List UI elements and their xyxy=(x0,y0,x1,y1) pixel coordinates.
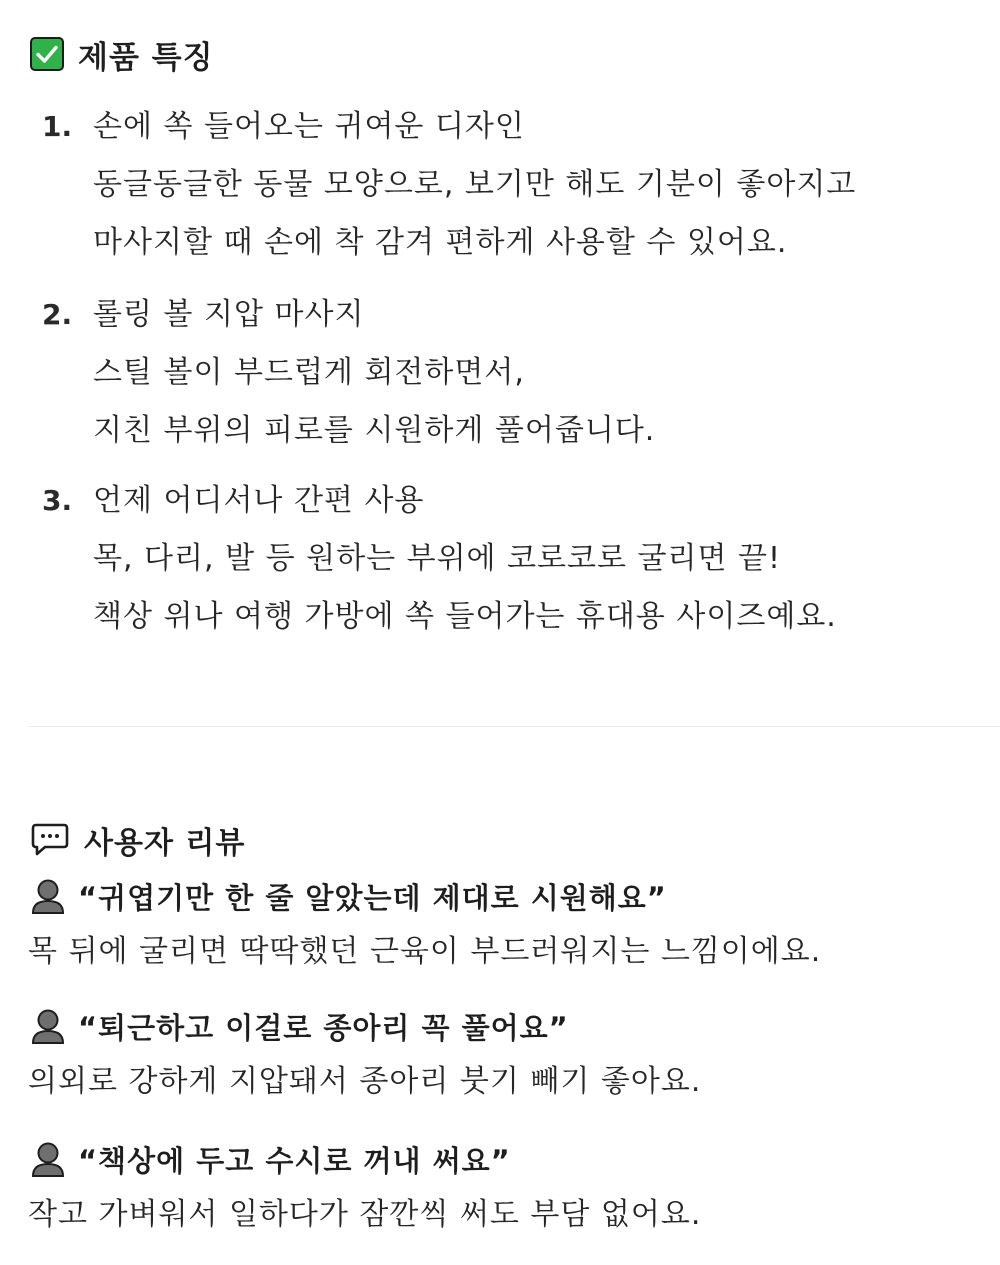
review-body: 작고 가벼워서 일하다가 잠깐씩 써도 부담 없어요. xyxy=(28,1197,702,1232)
review-body: 목 뒤에 굴리면 딱딱했던 근육이 부드러워지는 느낌이에요. xyxy=(28,934,822,969)
feature-description-line: 지친 부위의 피로를 시원하게 풀어줍니다. xyxy=(93,413,656,448)
feature-description-line: 마사지할 때 손에 착 감겨 편하게 사용할 수 있어요. xyxy=(93,225,788,260)
speech-bubble-icon xyxy=(30,822,70,858)
feature-description-line: 책상 위나 여행 가방에 쏙 들어가는 휴대용 사이즈예요. xyxy=(93,599,837,634)
features-header xyxy=(30,32,214,76)
feature-title: 언제 어디서나 간편 사용 xyxy=(93,483,425,518)
feature-title: 손에 쏙 들어오는 귀여운 디자인 xyxy=(93,109,525,144)
section-divider xyxy=(28,726,1000,727)
review-quote: “책상에 두고 수시로 꺼내 써요” xyxy=(78,1143,511,1178)
check-box-icon xyxy=(30,37,64,71)
feature-number: 1. xyxy=(42,110,73,143)
person-icon xyxy=(30,1007,66,1045)
person-icon xyxy=(30,877,66,915)
feature-number: 2. xyxy=(42,298,73,331)
feature-number: 3. xyxy=(42,484,73,517)
review-quote: “귀엽기만 한 줄 알았는데 제대로 시원해요” xyxy=(78,880,667,915)
review-body: 의외로 강하게 지압돼서 종아리 붓기 빼기 좋아요. xyxy=(28,1064,702,1099)
review-quote: “퇴근하고 이걸로 종아리 꼭 풀어요” xyxy=(78,1010,569,1045)
person-icon xyxy=(30,1140,66,1178)
features-title: 제품 특징 xyxy=(78,39,214,76)
review-item xyxy=(30,1000,990,1108)
feature-description-line: 목, 다리, 발 등 원하는 부위에 코로코로 굴리면 끝! xyxy=(93,541,782,576)
review-item xyxy=(30,1133,990,1241)
feature-title: 롤링 볼 지압 마사지 xyxy=(93,297,365,332)
reviews-header xyxy=(30,818,245,862)
feature-description-line: 동글동글한 동물 모양으로, 보기만 해도 기분이 좋아지고 xyxy=(93,167,857,202)
review-item xyxy=(30,870,990,978)
feature-description-line: 스틸 볼이 부드럽게 회전하면서, xyxy=(93,355,525,390)
reviews-title: 사용자 리뷰 xyxy=(84,826,246,861)
